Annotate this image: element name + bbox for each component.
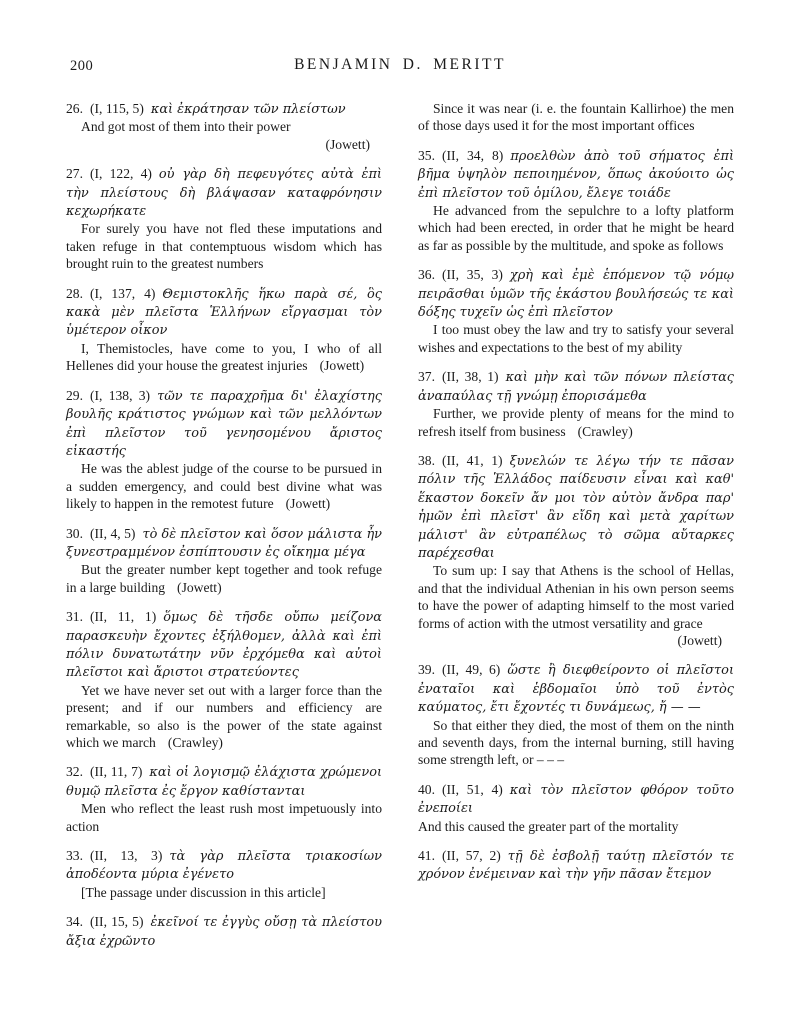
entry-translation — [66, 561, 382, 596]
entry-greek-text: καὶ ἐκράτησαν τῶν πλείστων — [150, 102, 346, 117]
entry-translation — [66, 340, 382, 375]
entry-number: 29. — [66, 387, 83, 403]
entry-reference: (II, 51, 4) — [442, 781, 503, 797]
left-column — [66, 100, 382, 950]
entry-translation — [418, 321, 734, 356]
translation-text: Further, we provide plenty of means for the mind to refresh itself from business — [418, 406, 734, 439]
entry-reference: (II, 15, 5) — [90, 914, 144, 930]
entry-reference: (I, 138, 3) — [90, 387, 151, 403]
translation-text: I, Themistocles, have come to you, I who of all Hellenes did your house the greatest injuries — [66, 340, 382, 374]
translation-text: I too must obey the law and try to satisfy your several wishes and expectations to the best of my ability — [418, 322, 734, 355]
entry-number: 39. — [418, 662, 435, 678]
translation-text: For surely you have not fled these imputations and taken refuge in that contemptuous wisdom which has brought ruin to the greatest numbers — [66, 221, 382, 272]
translation-text: So that either they died, the most of them on the ninth and seventh days, from the internal burning, still having some strength left, or – – – — [418, 717, 734, 768]
translation-text: To sum up: I say that Athens is the school of Hellas, and that the individual Athenian in his own person seems to have the power of adapting himself to the most varied forms of action with the utmost versatility and grace — [418, 563, 734, 631]
entry-reference: (I, 115, 5) — [90, 101, 144, 116]
entry-translation — [418, 405, 734, 440]
entry-greek-text: οὐ γὰρ δὴ πεφευγότες αὐτὰ ἐπὶ τὴν πλείστους δὴ βλάψασαν καταφρόνησιν κεχωρήκατε — [66, 167, 382, 220]
entry-translation — [418, 100, 734, 135]
entry-reference: (II, 57, 2) — [442, 848, 501, 864]
translator-attribution: (Jowett) — [319, 358, 365, 374]
entry-translation — [418, 202, 734, 254]
entry-reference: (I, 122, 4) — [90, 166, 152, 182]
entry-citation — [66, 847, 382, 884]
entry-number: 35. — [418, 147, 435, 163]
entry-number: 31. — [66, 609, 83, 625]
entry-translation — [66, 118, 382, 135]
translation-text: [The passage under discussion in this article] — [81, 884, 326, 900]
entry-number: 37. — [418, 369, 435, 385]
translator-attribution: (Crawley) — [167, 735, 223, 750]
entry-citation — [66, 165, 382, 220]
entry-citation — [418, 452, 734, 562]
entry-translation — [418, 562, 734, 632]
entry-reference: (II, 35, 3) — [442, 267, 503, 283]
translation-text: And got most of them into their power — [81, 119, 291, 135]
entry-number: 40. — [418, 781, 435, 797]
entry-number: 32. — [66, 764, 83, 780]
entry-citation — [66, 913, 382, 950]
translation-text: Yet we have never set out with a larger force than the present; and if our numbers and efficiency are remarkable, so also is the power of the state against which we march — [66, 682, 382, 750]
translation-text: Men who reflect the least rush most impetuously into action — [66, 801, 382, 834]
entry-greek-text: τῇ δὲ ἐσβολῇ ταύτῃ πλεῖστόν τε χρόνον ἐνέμειναν καὶ τὴν γῆν πᾶσαν ἔτεμον — [418, 849, 735, 883]
entry-reference: (II, 11, 7) — [90, 764, 143, 780]
entry-citation — [66, 285, 382, 340]
entry-number: 41. — [418, 848, 435, 864]
translation-text: He was the ablest judge of the course to be pursued in a sudden emergency, and could best divine what was likely to happen in the remotest future — [66, 461, 382, 512]
entry-greek-text: καὶ μὴν καὶ τῶν πόνων πλείστας ἀναπαύλας τῇ γνώμῃ ἐπορισάμεθα — [418, 370, 734, 404]
entry-reference: (II, 4, 5) — [90, 525, 136, 541]
page-header — [66, 56, 734, 78]
entry-citation — [66, 387, 382, 461]
entry-greek-text: τὰ γὰρ πλεῖστα τριακοσίων ἀποδέοντα μύρια ἐγένετο — [66, 849, 382, 883]
entry-translation — [66, 682, 382, 752]
translator-attribution: (Jowett) — [285, 496, 331, 512]
entry-greek-text: καὶ οἱ λογισμῷ ἐλάχιστα χρώμενοι θυμῷ πλεῖστα ἐς ἔργον καθίστανται — [66, 765, 383, 799]
entry-number: 26. — [66, 101, 83, 116]
two-column-body — [66, 100, 734, 950]
entry-citation — [66, 525, 382, 562]
entry-greek-text: τὸ δὲ πλεῖστον καὶ ὅσον μάλιστα ἦν ξυνεστραμμένον ἐσπίπτουσιν ἐς οἴκημα μέγα — [66, 526, 383, 560]
entry-reference: (II, 34, 8) — [442, 147, 504, 163]
entry-translation — [418, 818, 734, 835]
entry-translation — [66, 220, 382, 272]
entry-reference: (II, 38, 1) — [442, 369, 499, 385]
entry-reference: (II, 41, 1) — [442, 452, 503, 468]
entry-translation — [66, 884, 382, 901]
entry-reference: (I, 137, 4) — [90, 285, 156, 301]
entry-number: 34. — [66, 914, 83, 930]
translator-attribution: (Crawley) — [577, 423, 633, 439]
entry-greek-text: καὶ τὸν πλεῖστον φθόρον τοῦτο ἐνεποίει — [418, 782, 734, 817]
entry-translation — [66, 800, 382, 835]
entry-number: 38. — [418, 452, 435, 468]
translation-text: Since it was near (i. e. the fountain Kallirhoe) the men of those days used it for the most important offices — [418, 101, 734, 134]
entry-reference: (II, 49, 6) — [442, 662, 501, 678]
page-number: 200 — [70, 58, 94, 74]
entry-citation — [66, 608, 382, 682]
translator-attribution: (Jowett) — [177, 579, 222, 595]
entry-reference: (II, 11, 1) — [90, 609, 157, 625]
entry-number: 33. — [66, 848, 83, 864]
right-column — [418, 100, 734, 950]
entry-greek-text: Θεμιστοκλῆς ἥκω παρὰ σέ, ὃς κακὰ μὲν πλεῖστα Ἑλλήνων εἴργασμαι τὸν ὑμέτερον οἶκον — [66, 286, 382, 339]
translator-attribution: (Jowett) — [677, 632, 722, 648]
entry-translation — [66, 460, 382, 512]
entry-citation — [66, 763, 382, 800]
translation-text: He advanced from the sepulchre to a lofty platform which had been erected, in order that he might be heard as far as possible by the multitude, and spoke as follows — [418, 203, 734, 253]
entry-number: 28. — [66, 285, 83, 301]
entry-citation — [66, 100, 382, 118]
entry-greek-text: προελθὼν ἀπὸ τοῦ σήματος ἐπὶ βῆμα ὑψηλὸν πεποιημένον, ὅπως ἀκούοιτο ὡς ἐπὶ πλεῖστον τοῦ ὁμίλου, ἔλεγε τοιάδε — [418, 148, 735, 201]
running-head: BENJAMIN D. MERITT — [294, 56, 506, 73]
entry-citation — [418, 147, 734, 202]
entry-number: 27. — [66, 166, 83, 182]
entry-citation — [418, 781, 734, 818]
entry-greek-text: ὥστε ἢ διεφθείροντο οἱ πλεῖστοι ἐναταῖοι καὶ ἑβδομαῖοι ὑπὸ τοῦ ἐντὸς καύματος, ἔτι ἔχοντές τι δυνάμεως, ἤ — — — [418, 663, 734, 716]
entry-translation — [418, 717, 734, 769]
entry-greek-text: ὅμως δὲ τῆσδε οὔπω μείζονα παρασκευὴν ἔχοντες ἐξήλθομεν, ἀλλὰ καὶ ἐπὶ πόλιν δυνατωτάτην νῦν ἐρχόμεθα καὶ αὐτοὶ πλεῖστοι καὶ ἄριστοι στρατεύοντες — [66, 610, 382, 681]
entry-greek-text: τῶν τε παραχρῆμα δι' ἐλαχίστης βουλῆς κράτιστος γνώμων καὶ τῶν μελλόντων ἐπὶ πλεῖστον τοῦ γενησομένου ἄριστος εἰκαστής — [66, 388, 382, 459]
entry-greek-text: ξυνελών τε λέγω τήν τε πᾶσαν πόλιν τῆς Ἑλλάδος παίδευσιν εἶναι καὶ καθ' ἕκαστον δοκεῖν ἄν μοι τὸν αὐτὸν ἄνδρα παρ' ἡμῶν ἐπὶ πλεῖστ' ἂν εἴδη καὶ μετὰ χαρίτων μάλιστ' ἂν εὐτραπέλως τὸ σῶμα αὔταρκες παρέχεσθαι — [418, 453, 735, 561]
translation-text: And this caused the greater part of the mortality — [418, 818, 679, 834]
entry-reference: (II, 13, 3) — [90, 848, 163, 864]
entry-citation — [418, 847, 734, 884]
entry-citation — [418, 266, 734, 321]
translation-text: But the greater number kept together and took refuge in a large building — [66, 562, 382, 595]
entry-number: 36. — [418, 267, 435, 283]
translator-attribution: (Jowett) — [325, 136, 370, 152]
entry-greek-text: χρὴ καὶ ἐμὲ ἑπόμενον τῷ νόμῳ πειρᾶσθαι ὑμῶν τῆς ἑκάστου βουλήσεώς τε καὶ δόξης τυχεῖν ὡς ἐπὶ πλεῖστον — [418, 268, 734, 321]
entry-citation — [418, 661, 734, 716]
entry-number: 30. — [66, 525, 83, 541]
entry-greek-text: ἐκεῖνοί τε ἐγγὺς οὔσῃ τὰ πλείστου ἄξια ἐχρῶντο — [66, 915, 383, 949]
entry-citation — [418, 368, 734, 405]
